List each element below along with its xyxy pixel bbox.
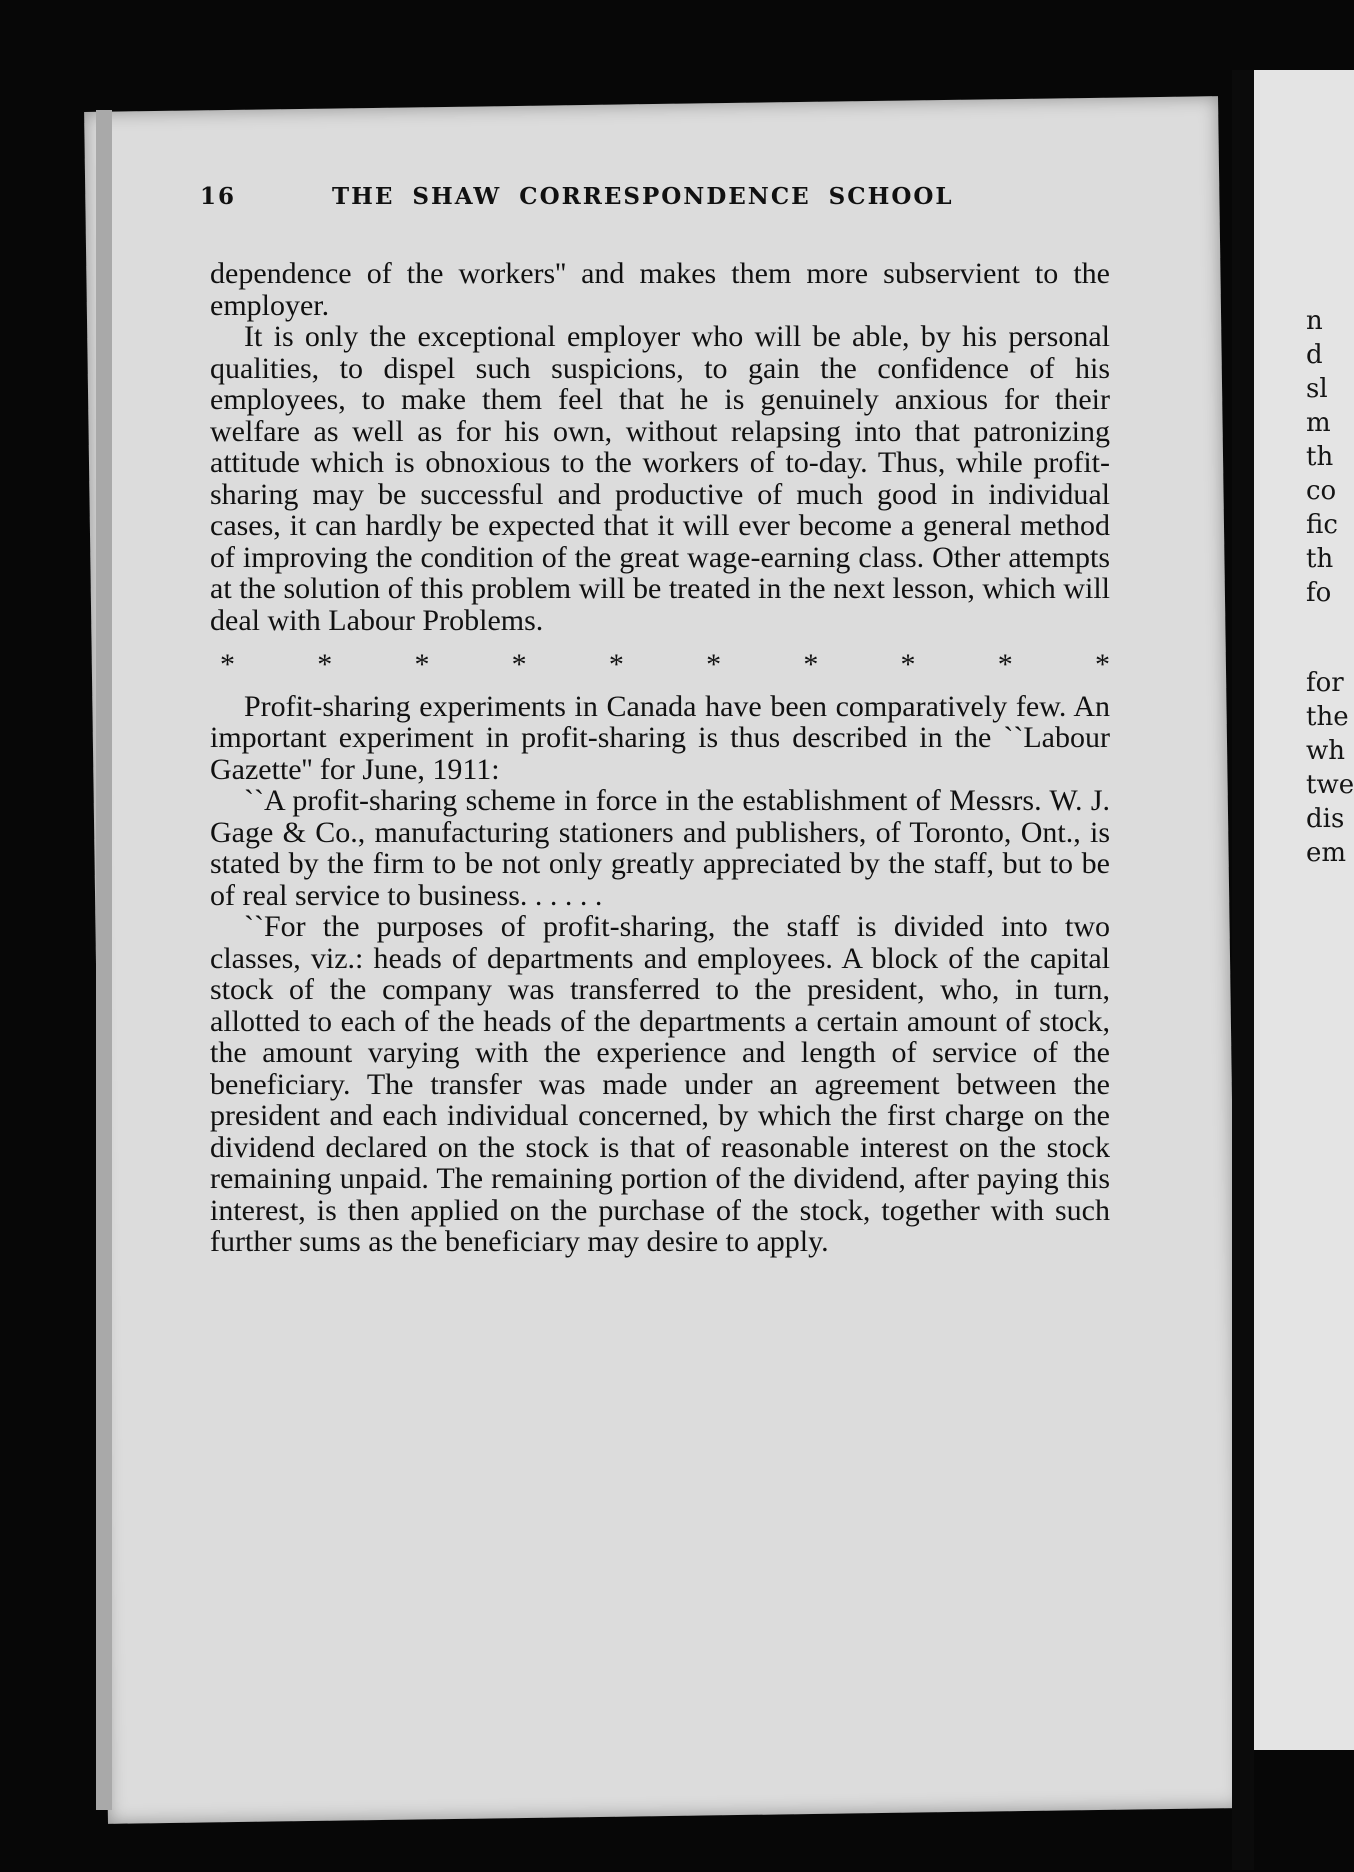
right-page-fragment: for [1306,668,1344,698]
right-page-fragment: twe [1306,770,1354,800]
right-page-fragment: d [1306,340,1323,370]
right-page-fragment: th [1306,544,1334,574]
right-page-fragment: the [1306,702,1349,732]
asterisk-mark: * [803,648,819,681]
asterisk-separator [210,649,1110,681]
right-page-fragment: dis [1306,804,1345,834]
asterisk-mark: * [997,648,1013,681]
right-book-page-fragment [1254,70,1354,1750]
page-edge [96,110,112,1810]
asterisk-mark: * [900,648,916,681]
right-page-fragment: em [1306,838,1347,868]
right-page-fragment: wh [1306,736,1345,766]
paragraph-exceptional-employer: It is only the exceptional employer who will be able, by his personal qualities, to dispel such suspicions, to gain the confidence of his employees, to make them feel that he is genuinely anxious for their welfare as well as for his own, without relapsing into that patronizing attitude which is obnoxious to the workers of to-day. Thus, while profit-sharing may be successful and productive of much good in individual cases, it can hardly be expected that it will ever become a general method of improving the condition of the great wage-earning class. Other attempts at the solution of this problem will be treated in the next lesson, which will deal with Labour Problems. [210,320,1110,637]
opening-paragraph: dependence of the workers'' and makes them more subservient to the employer. [210,257,1110,322]
right-page-fragment: m [1306,408,1331,438]
book-spine [1232,70,1254,1870]
paragraph-canada-experiments: Profit-sharing experiments in Canada have been comparatively few. An important experiment in profit-sharing is thus described in the ``Labour Gazette'' for June, 1911: [210,689,1110,786]
page-body-text [210,258,1110,1258]
asterisk-mark: * [414,648,430,681]
right-page-fragment: co [1306,476,1337,506]
right-page-fragment: n [1306,306,1323,336]
asterisk-mark: * [1094,648,1110,681]
asterisk-mark: * [511,648,527,681]
asterisk-mark: * [608,648,624,681]
asterisk-mark: * [220,648,235,681]
right-page-fragment: fic [1306,510,1338,540]
asterisk-mark: * [706,648,722,681]
asterisk-mark: * [317,648,333,681]
page-number: 16 [200,183,237,210]
right-page-fragment: fo [1306,578,1332,608]
quoted-paragraph-staff-division: ``For the purposes of profit-sharing, the staff is divided into two classes, viz.: heads of departments and employees. A block of the capital stock of the company was transferred to the president, who, in turn, allotted to each of the heads of the departments a certain amount of stock, the amount varying with the experience and length of service of the beneficiary. The transfer was made under an agreement between the president and each individual concerned, by which the first charge on the dividend declared on the stock is that of reasonable interest on the stock remaining unpaid. The remaining portion of the dividend, after paying this interest, is then applied on the purchase of the stock, together with such further sums as the beneficiary may desire to apply. [210,910,1110,1258]
right-page-fragment: sl [1306,374,1328,404]
quoted-paragraph-gage-company: ``A profit-sharing scheme in force in the establishment of Messrs. W. J. Gage & Co., manufacturing stationers and publishers, of Toronto, Ont., is stated by the firm to be not only greatly appreciated by the staff, but to be of real service to business. . . . . . [210,784,1110,912]
running-head: THE SHAW CORRESPONDENCE SCHOOL [332,183,954,210]
right-page-fragment: th [1306,442,1334,472]
